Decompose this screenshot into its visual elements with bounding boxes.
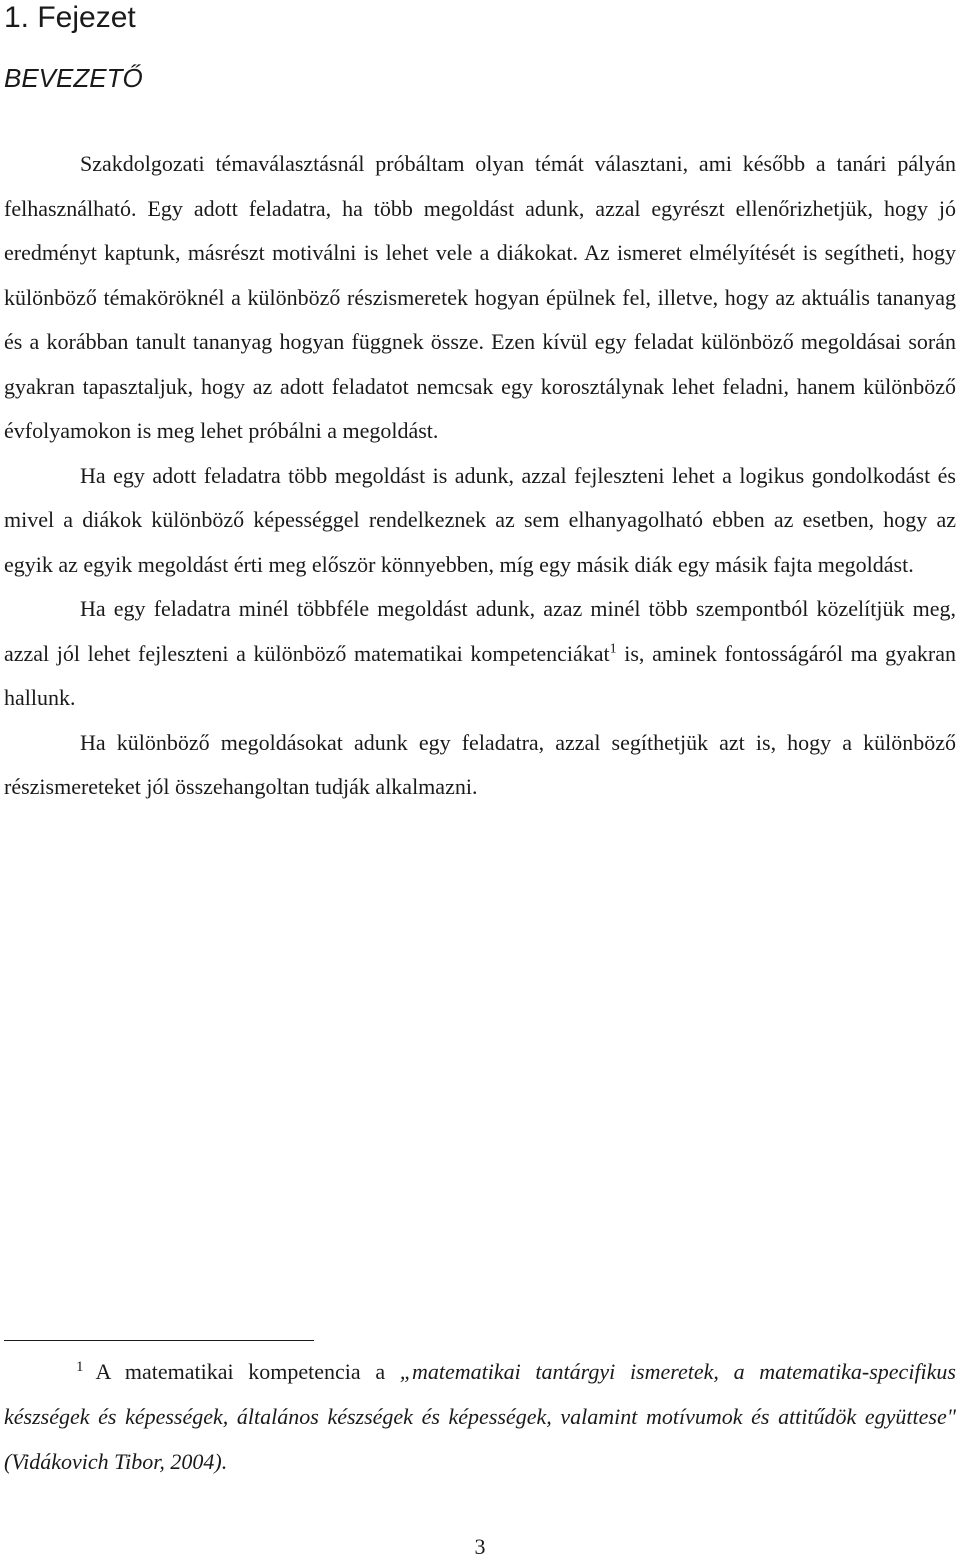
footnote-reference[interactable]: 1 (609, 641, 617, 657)
paragraph-4: Ha különböző megoldásokat adunk egy feladatra, azzal segíthetjük azt is, hogy a különböző részismereteket jól összehangoltan tudják alkalmazni. (4, 729, 956, 799)
footnote-quote: „matematikai tantárgyi ismeretek, a matematika-specifikus készségek és képességek, általános készségek és képességek, valamint motívumok és attitűdök együttese" (Vidákovich Tibor, 2004). (4, 1359, 956, 1474)
footnote-mark: 1 (76, 1358, 84, 1375)
paragraph-2: Ha egy adott feladatra több megoldást is adunk, azzal fejleszteni lehet a logikus gondolkodást és mivel a diákok különböző képességgel rendelkeznek az sem elhanyagolható ebben az esetben, hogy az egyik az egyik megoldást érti meg először könnyebben, míg egy másik diák egy másik fajta megoldást. (4, 462, 956, 577)
page-number: 3 (474, 1534, 486, 1559)
footnote-lead: A matematikai kompetencia a (95, 1359, 400, 1384)
paragraph-3 (4, 587, 956, 721)
chapter-title: 1. Fejezet (4, 1, 136, 34)
footnote-separator (4, 1340, 314, 1341)
section-title: BEVEZETŐ (4, 63, 143, 93)
body-text (4, 142, 956, 810)
paragraph-3-text: Ha egy feladatra minél többféle megoldást adunk, azaz minél több szempontból közelítjük meg, azzal jól lehet fejleszteni a különböző matematikai kompetenciákat (4, 596, 956, 666)
paragraph-1: Szakdolgozati témaválasztásnál próbáltam olyan témát választani, ami később a tanári pályán felhasználható. Egy adott feladatra, ha több megoldást adunk, azzal egyrészt ellenőrizhetjük, hogy jó eredményt kaptunk, másrészt motiválni is lehet vele a diákokat. Az ismeret elmélyítését is segítheti, hogy különböző témaköröknél a különböző részismeretek hogyan épülnek fel, illetve, hogy az aktuális tananyag és a korábban tanult tananyag hogyan függnek össze. Ezen kívül egy feladat különböző megoldásai során gyakran tapasztaljuk, hogy az adott feladatot nemcsak egy korosztálynak lehet feladni, hanem különböző évfolyamokon is meg lehet próbálni a megoldást. (4, 151, 956, 443)
paragraph-3-text-end: is, aminek fontosságáról ma gyakran hallunk. (4, 640, 956, 710)
footnote (4, 1349, 956, 1484)
